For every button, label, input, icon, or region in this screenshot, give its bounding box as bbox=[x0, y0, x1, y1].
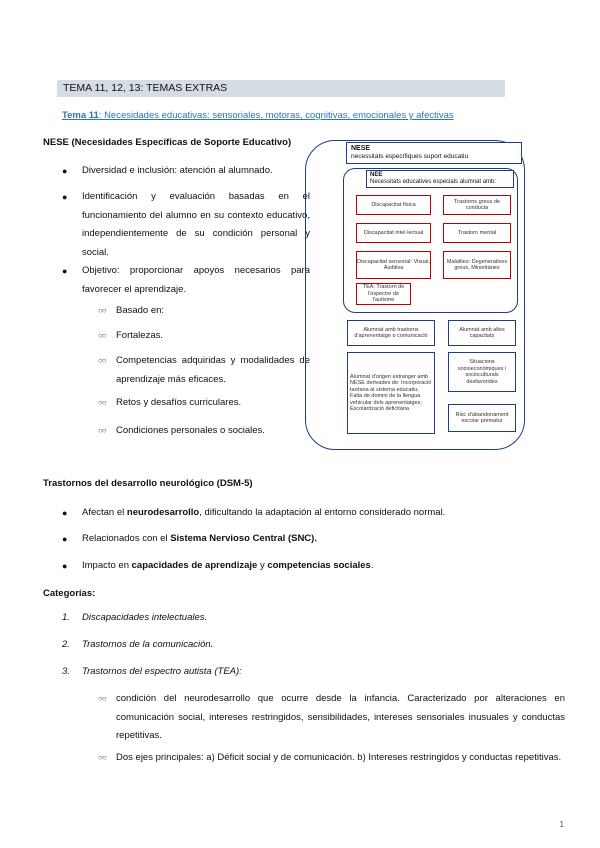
list-item bbox=[62, 557, 562, 575]
section-subtitle[interactable] bbox=[62, 110, 454, 121]
category-text: Trastornos del espectro autista (TEA): bbox=[82, 666, 242, 677]
nese-description: necessitats específiques suport educatiu bbox=[351, 153, 469, 160]
category-item bbox=[62, 612, 207, 623]
sub-list-item bbox=[98, 749, 565, 787]
circle-bullet-icon: ○○ bbox=[98, 694, 106, 703]
subtitle-label: Tema 11 bbox=[62, 110, 99, 121]
bullet-text: Diversidad e inclusión: atención al alumnado. bbox=[82, 165, 273, 176]
category-number: 1. bbox=[62, 612, 70, 623]
circle-bullet-icon: ○○ bbox=[98, 356, 106, 365]
category-item bbox=[62, 639, 213, 650]
diagram-box: Alumnat d'origen estranger amb NESE derivades de: Incorporació tardana al sistema educatiu; Falta de domini de la llengua vehicular dels aprenentatges; Escolarització deficitària bbox=[347, 352, 435, 434]
diagram-box: Trastorns greus de conducta bbox=[443, 195, 511, 215]
diagram-box: Discapacitat sensorial: Visual, Auditiva bbox=[356, 251, 431, 279]
category-number: 2. bbox=[62, 639, 70, 650]
sub-item-text: Dos ejes principales: a) Déficit social y de comunicación. b) Intereses restringidos y conductas repetitivas. bbox=[116, 752, 562, 763]
nese-title: NESE (Necesidades Específicas de Soporte Educativo) bbox=[43, 137, 292, 148]
circle-bullet-icon: ○○ bbox=[98, 306, 106, 315]
bullet-text: Identificación y evaluación basadas en el funcionamiento del alumno en su contexto educativo, independientemente de su condición personal y social. bbox=[82, 191, 310, 258]
category-number: 3. bbox=[62, 666, 70, 677]
bullet-text: Objetivo: proporcionar apoyos necesarios para favorecer el aprendizaje. bbox=[82, 265, 310, 295]
diagram-box: Discapacitat física bbox=[356, 195, 431, 215]
text-span: Relacionados con el bbox=[82, 533, 171, 544]
diagram-box: Alumnat amb trastorns d'aprenentatge o comunicació bbox=[347, 320, 435, 346]
sub-list-item bbox=[98, 352, 310, 390]
sub-item-text: Fortalezas. bbox=[116, 330, 163, 341]
diagram-box: Discapacitat intel·lectual bbox=[356, 223, 431, 243]
bullet-icon: ● bbox=[62, 561, 68, 571]
category-item bbox=[62, 666, 242, 677]
text-span: y bbox=[257, 560, 268, 571]
bullet-icon: ● bbox=[62, 192, 68, 202]
nee-label-box bbox=[366, 170, 514, 188]
diagram-box: Risc d'abandonament escolar prematur bbox=[448, 404, 516, 432]
sub-list-item bbox=[98, 327, 310, 345]
diagram-box: Alumnat amb altes capacitats bbox=[448, 320, 516, 346]
circle-bullet-icon: ○○ bbox=[98, 398, 106, 407]
list-item bbox=[62, 162, 310, 182]
category-text: Trastornos de la comunicación. bbox=[82, 639, 214, 650]
text-span: , dificultando la adaptación al entorno considerado normal. bbox=[199, 507, 446, 518]
sub-list-item bbox=[98, 690, 565, 746]
diagram-box: Malalties: Degeneratives greus, Minoritàries bbox=[443, 251, 511, 279]
nese-label-box bbox=[346, 142, 522, 164]
bold-text: Sistema Nervioso Central (SNC). bbox=[170, 533, 317, 544]
sub-list-item bbox=[98, 422, 310, 440]
text-span: . bbox=[370, 560, 374, 571]
sub-item-text: Retos y desafíos curriculares. bbox=[116, 397, 242, 408]
diagram-box: TEA: Trastorn de l'espectre de l'autisme bbox=[356, 283, 411, 305]
diagram-box: Trastorn mental bbox=[443, 223, 511, 243]
nese-label: NESE bbox=[351, 145, 371, 152]
list-item bbox=[62, 262, 310, 302]
bullet-icon: ● bbox=[62, 166, 68, 176]
bold-text: neurodesarrollo bbox=[126, 507, 200, 518]
bold-text: capacidades de aprendizaje bbox=[131, 560, 258, 571]
text-span: Impacto en bbox=[82, 560, 132, 571]
sub-item-text: Condiciones personales o sociales. bbox=[116, 425, 265, 436]
circle-bullet-icon: ○○ bbox=[98, 426, 106, 435]
diagram-box: Situacions socioeconòmiques i socioculturals desfavorides bbox=[448, 352, 516, 392]
circle-bullet-icon: ○○ bbox=[98, 331, 106, 340]
list-item bbox=[62, 188, 310, 263]
nee-label: NEE bbox=[370, 172, 383, 178]
page-heading: TEMA 11, 12, 13: TEMAS EXTRAS bbox=[57, 80, 505, 97]
circle-bullet-icon: ○○ bbox=[98, 753, 106, 762]
categorias-title: Categorías: bbox=[43, 588, 96, 599]
nee-description: Necessitats educatives especials alumnat amb: bbox=[370, 179, 497, 185]
bullet-icon: ● bbox=[62, 508, 68, 518]
bullet-icon: ● bbox=[62, 534, 68, 544]
sub-item-text: Basado en: bbox=[116, 305, 165, 316]
bullet-icon: ● bbox=[62, 266, 68, 276]
bold-text: competencias sociales bbox=[267, 560, 371, 571]
page-number: 1 bbox=[559, 820, 564, 829]
list-item bbox=[62, 504, 562, 522]
sub-item-text: Competencias adquiridas y modalidades de aprendizaje más eficaces. bbox=[116, 355, 310, 385]
dsm-title: Trastornos del desarrollo neurológico (DSM-5) bbox=[43, 478, 253, 489]
text-span: Afectan el bbox=[82, 507, 127, 518]
subtitle-text: : Necesidades educativas: sensoriales, motoras, cognitivas, emocionales y afectivas bbox=[98, 110, 454, 121]
sub-item-text: condición del neurodesarrollo que ocurre desde la infancia. Caracterizado por alteraciones en comunicación social, intereses restringidos, sensibilidades, intereses sensoriales inusuales y conductas repetitivas. bbox=[116, 693, 565, 741]
category-text: Discapacidades intelectuales. bbox=[82, 612, 208, 623]
sub-list-item bbox=[98, 394, 310, 412]
sub-list-item bbox=[98, 302, 310, 320]
list-item bbox=[62, 530, 562, 548]
